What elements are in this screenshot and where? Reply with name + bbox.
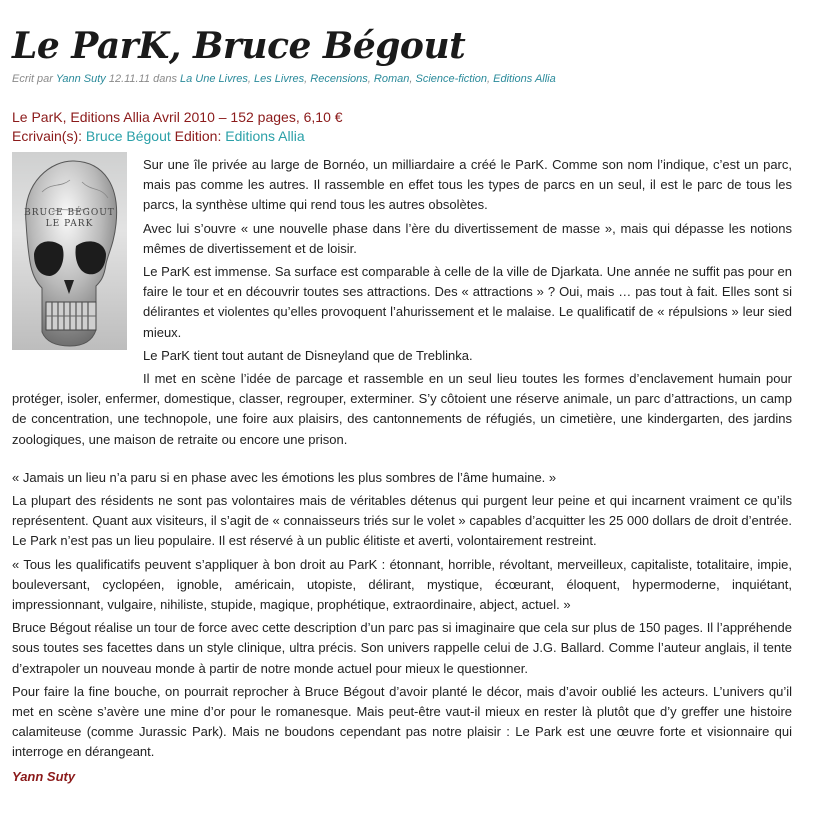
paragraph: Il met en scène l’idée de parcage et rassemble en un seul lieu toutes les formes d’enclavement humain pour protéger, isoler, enfermer, domestique, classer, regrouper, exterminer. S’y côtoient une réserve animale, un parc d’attractions, un camp de concentration, une technopole, une foire aux plaisirs, des cantonnements de réfugiés, un cimetière, une kindergarten, des jardins zoologiques, une maison de retraite ou encore une prison. bbox=[12, 371, 792, 447]
category-separator: , bbox=[409, 73, 416, 85]
article-meta bbox=[12, 72, 556, 86]
paragraph: La plupart des résidents ne sont pas volontaires mais de véritables détenus qui purgent leur peine et qui incarnent vraiment ce qu’ils représentent. Quant aux visiteurs, il s’agit de « connaisseurs triés sur le volet » capables d’acquitter les 25 000 dollars de droit d’entrée. Le Park n’est pas un lieu populaire. Il est réservé à un public élitiste et averti, volontairement restreint. bbox=[12, 493, 792, 549]
author-link[interactable]: Yann Suty bbox=[55, 73, 106, 85]
edition-label: Edition: bbox=[174, 128, 222, 144]
paragraph: Le ParK est immense. Sa surface est comparable à celle de la ville de Djarkata. Une année ne suffit pas pour en faire le tour et en découvrir toutes ses attractions. Des « attractions » ? Oui, mais … pas tout à fait. Elles sont si délirantes et violentes qu’elles provoquent l’ahurissement et le malaise. Le qualificatif de « répulsions » leur sied mieux. bbox=[143, 264, 792, 340]
book-info bbox=[12, 108, 343, 146]
cover-title: LE PARK bbox=[45, 219, 94, 229]
category-link[interactable]: Roman bbox=[373, 73, 410, 85]
category-separator: , bbox=[487, 73, 494, 85]
post-date: 12.11.11 bbox=[108, 73, 151, 85]
quote-paragraph: « Jamais un lieu n’a paru si en phase avec les émotions les plus sombres de l’âme humaine. » bbox=[12, 469, 557, 485]
category-separator: , bbox=[247, 73, 255, 85]
book-credits bbox=[12, 127, 343, 146]
category-link[interactable]: Recensions bbox=[310, 73, 368, 85]
cover-author: BRUCE BÉGOUT bbox=[24, 208, 115, 218]
paragraph: Sur une île privée au large de Bornéo, un milliardaire a créé le ParK. Comme son nom l’indique, c’est un parc, mais pas comme les autres. Il rassemble en effet tous les types de parcs en un seul, il est le parc de tous les parcs, la synthèse ultime qui rend tous les autres obsolètes. bbox=[143, 157, 792, 213]
edition-link[interactable]: Editions Allia bbox=[225, 128, 305, 144]
article-body bbox=[12, 155, 792, 766]
category-link[interactable]: La Une Livres bbox=[180, 73, 248, 85]
writer-label: Ecrivain(s): bbox=[12, 128, 83, 144]
paragraph: Avec lui s’ouvre « une nouvelle phase dans l’ère du divertissement de masse », mais qui dépasse les notions mêmes de divertissement et de loisir. bbox=[143, 220, 792, 256]
written-by-label: Ecrit par bbox=[12, 73, 53, 85]
category-link[interactable]: Science-fiction bbox=[415, 73, 488, 85]
writer-link[interactable]: Bruce Bégout bbox=[85, 128, 171, 144]
article-title[interactable]: Le ParK, Bruce Bégout bbox=[12, 25, 466, 67]
category-separator: , bbox=[304, 73, 311, 85]
paragraph: Le ParK tient tout autant de Disneyland que de Treblinka. bbox=[143, 347, 473, 363]
category-separator: , bbox=[367, 73, 374, 85]
category-link[interactable]: Les Livres bbox=[254, 73, 305, 85]
paragraph: Bruce Bégout réalise un tour de force avec cette description d’un parc pas si imaginaire que cela sur plus de 150 pages. Il l’appréhende sous toutes ses facettes dans un style clinique, ultra précis. Son univers rappelle celui de J.G. Ballard. Comme l’auteur anglais, il tente d’extrapoler un nouveau monde à partir de notre monde actuel pour mieux le questionner. bbox=[12, 620, 792, 676]
category-link[interactable]: Editions Allia bbox=[493, 73, 556, 85]
author-signature: Yann Suty bbox=[12, 769, 76, 784]
quote-paragraph: « Tous les qualificatifs peuvent s’appliquer à bon droit au ParK : étonnant, horrible, révoltant, merveilleux, capitaliste, totalitaire, impie, bouleversant, cyclopéen, ignoble, américain, utopiste, délirant, mystique, écœurant, éloquent, hypermoderne, inquiétant, impressionnant, vulgaire, nihiliste, stupide, magique, prophétique, extraordinaire, abject, actuel. » bbox=[12, 556, 792, 613]
book-details: Le ParK, Editions Allia Avril 2010 – 152 pages, 6,10 € bbox=[12, 109, 343, 125]
in-label: dans bbox=[153, 73, 177, 85]
paragraph: Pour faire la fine bouche, on pourrait reprocher à Bruce Bégout d’avoir planté le décor, mais d’avoir oublié les acteurs. L’univers qu’il met en scène s’avère une mine d’or pour le romanesque. Mais peut-être vaut-il mieux en rester là plutôt que d’y greffer une histoire calamiteuse (comme Jurassic Park). Mais ne boudons cependant pas notre plaisir : Le Park est une œuvre forte et visionnaire qui interroge en dérangeant. bbox=[12, 683, 792, 760]
